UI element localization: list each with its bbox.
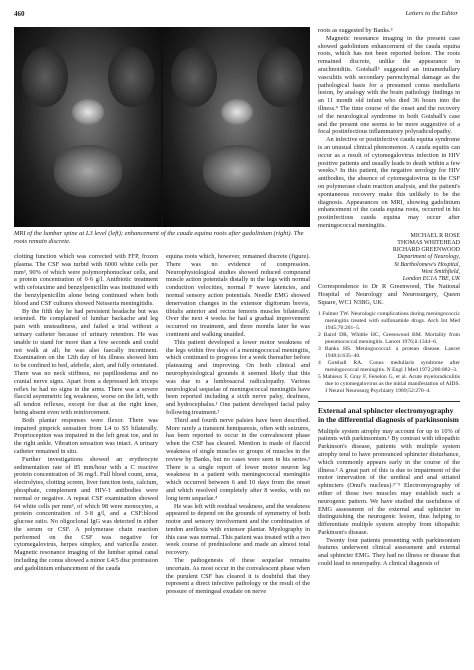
paragraph: This patient developed a lower motor weakness of the legs within five days of a meningococcal meningitis, which continued to progress for a week thereafter before plateauing and improving. On both clinical and neurophysiological grounds it seemed likely that this was due to a lumbosacral radiculopathy. Various neurological sequelae of meningococcal meningitis have been reported including a sixth nerve palsy, deafness, and hydrocephalus.¹ One patient developed facial palsy following treatment.²: [166, 338, 310, 416]
article-title: External anal sphincter electromyography in the differential diagnosis of parkinsonism: [318, 405, 459, 424]
spinal-canal: [72, 99, 104, 125]
paragraph: Magnetic resonance imaging in the present case showed gadolinium enhancement of the cauda equina roots, which has not been reported before. The roots remained discrete, unlike the appearance in arachnoiditis. Gotshall⁵ suggested an intramedullary vasculitis with secondary parenchymal damage as the pathological basis for a presumed conus medullaris lesion, by analogy with the brain pathology findings in an 11 month old infant who died 36 hours into the illness.⁴ The time course of the onset and the recovery of the neurological syndrome in both Gotshall's case and the present one seems to be more suggestive of a focal postinfectious inflammatory polyradiculopathy.: [318, 34, 460, 136]
paragraph: Multiple system atrophy may account for up to 10% of patients with parkinsonism.¹ By contrast with idiopathic Parkinson's disease, patients with multiple system atrophy tend to have pronounced sphincter disturbance, which commonly appears early in the course of the illness.² A great part of this is due to impairment of the motor innervation of the urethral and anal striated sphincters (Onuf's nucleus).³⁻⁵ Electromyography of either of those two muscles may establish such a neurogenic pattern. We have studied the usefulness of EMG assessment of the external anal sphincter in distinguishing the neurogenic lesion, thus helping to differentiate multiple system atrophy from idiopathic Parkinson's disease.: [318, 427, 460, 536]
affiliation-line: Department of Neurology,: [397, 254, 460, 261]
affiliation-line: West Smithfield,: [421, 268, 460, 275]
paragraph: Both plantar responses were flexor. There was impaired pinprick sensation from L4 to S5 bilaterally. Proprioception was impaired in the left great toe, and in the right ankle. Vibration sensation was intact. A urinary catheter remained in situ.: [14, 416, 158, 455]
affiliation-line: St Bartholomew's Hospital,: [394, 261, 460, 268]
column-right: [318, 27, 460, 568]
author-name: RICHARD GREENWOOD: [392, 247, 460, 254]
paragraph: By the fifth day he had persistent headache but was oriented. He complained of lumbar backache and leg pain with unsteadiness, and failed a trial without a urinary catheter because of urinary retention. He was unable to stand for more than a few seconds and could not walk at all; he was also faecally incontinent. Examination on the 12th day of his illness showed him to be confined to bed, afebrile, alert, and fully orientated. There was no neck stiffness, no papilloedema and no cranial nerve signs. Apart from a depressed left triceps reflex he had no signs in the arms. There was a severe flaccid asymmetric leg weakness, worse on the left, with all tendon reflexes, except for that at the right knee, being absent even with reinforcement.: [14, 307, 158, 416]
reference-item: 4 Gotshall RA. Conus medullaris syndrome after meningococcal meningitis. N Engl J Med 1972;286:882–3.: [318, 359, 460, 373]
paraspinal-muscle-right: [257, 47, 303, 107]
affiliation-line: London EC1A 7BE, UK: [402, 275, 460, 282]
reference-item: 2 Baird DR, Whittle HC, Greenwood BM. Mortality from pneumococcal meningitis. Lancet 1976;ii:1344–6.: [318, 331, 460, 345]
paraspinal-muscle-right: [108, 47, 154, 107]
paragraph: An infective or postinfective cauda equina syndrome is an unusual clinical phenomenon. A cauda equitis can occur as a result of cytomegalovirus infection in HIV positive patients and usually leads to death within a few weeks.⁵ In this patient, the negative serology for HIV antibodies, the absence of cytomegalovirus in the CSF on polymerase chain reaction analysis, and the patient's spontaneous recovery make this unlikely to be the diagnosis. Appearances on MRI, showing gadolinium enhancement of the cauda equina roots, occurred in his postinfectious cauda equina may occur after meningococcal meningitis.: [318, 136, 460, 229]
vertebral-body: [203, 145, 271, 197]
paragraph: Twenty four patients presenting with parkinsonism features underwent clinical assessment and external anal sphincter EMG. They had no illness or disease that could lead to neuropathy. A clinical diagnosis of: [318, 536, 460, 568]
reference-list: [318, 311, 460, 395]
paragraph: He was left with residual weakness, and the weakness appeared to depend on the grounds of symmetry of both motor and sensory involvement and the combination of tendon areflexia with extensor plantar. Myelography in this case was normal. This patient was treated with a two week course of prednisolone and made an almost total recovery.: [166, 502, 310, 557]
section-divider: [318, 401, 460, 402]
mri-figure: [14, 27, 310, 227]
column-left: [14, 253, 158, 573]
paragraph: The pathogenesis of these sequelae remains uncertain. As most occur in the convalescent phase when the purulent CSF has cleared it is doubtful that they represent a direct infective pathology or the result of the pressure of meningeal exudate on nerve: [166, 557, 310, 596]
correspondence-note: Correspondence to Dr R Greenwood, The National Hospital of Neurology and Neurosurgery, Queen Square, WC1 N3BG, UK.: [318, 283, 460, 306]
paragraph: roots as suggested by Banks.³: [318, 27, 393, 34]
author-name: THOMAS WHITEHEAD: [397, 239, 460, 246]
paragraph: clotting function which was corrected with FFP, frozen plasma. The CSF was turbid with 6000 white cells per mm³, 90% of which were polymorphonuclear cells, and a protein concentration of 0·6 g/l. Antibiotic treatment with cefotaxime and benzylpenicillin was instituted with the benzylpenicillin alone being continued when both blood and CSF cultures showed Neisseria meningitidis.: [14, 253, 158, 307]
paragraph: Further investigations showed an erythrocyte sedimentation rate of 85 mm/hour with a C reactive protein concentration of 36 mg/l. Full blood count, urea, electrolytes, clotting screen, liver function tests, calcium, phosphate, complement and HIV-1 antibodies were normal or negative. A repeat CSF examination showed 64 white cells per mm³, of which 98 were monocytes, a protein concentration of 3·8 g/l, and a CSF:blood glucose ratio. No oligoclonal IgG was detected in either the serum or CSF. A polymerase chain reaction performed on the CSF was negative for cytomegalovirus, herpes simplex, and varicella zoster. Magnetic resonance imaging of the lumbar spinal canal including the conus showed a minor L4/5 disc protrusion and gadolinium enhancement of the cauda: [14, 455, 158, 572]
page-number: 460: [14, 10, 25, 18]
mri-scan-right: [163, 27, 310, 227]
spinal-canal-enhanced: [221, 99, 253, 125]
reference-item: 3 Banks HS. Meningococcal: a protean disease. Lancet 1948;ii:635–40.: [318, 345, 460, 359]
reference-item: 1 Fulmer TW. Neurologic complications during meningococcic meningitis treated with sulfonamide drugs. Arch Int Med 1945;76:201–5.: [318, 310, 460, 331]
paragraph: equina roots which, however, remained discrete (figure). There was no evidence of compression. Neurophysiological studies showed reduced compound muscle action potentials distally in the legs with normal conduction velocities, normal F wave latencies, and normal sensory action potentials. Needle EMG showed denervation changes in the extensor digitorum brevis, tibialis anterior and rectus femoris muscles bilaterally. Over the next 4 weeks he had a gradual improvement occurred on treatment, and three months later he was continent and walking unaided.: [166, 253, 310, 338]
vertebral-body: [54, 145, 122, 197]
paraspinal-muscle-left: [171, 47, 217, 107]
reference-item: 5 Mahieux F, Gray F, Fenelon G, et al. Acute myeloradiculitis due to cytomegalovirus as the initial manifestation of AIDS. J Neurol Neurosurg Psychiatry 1989;52:270–4.: [318, 373, 460, 394]
paraspinal-muscle-left: [22, 47, 68, 107]
author-signature: [318, 233, 460, 283]
author-name: MICHAEL R ROSE: [410, 232, 460, 239]
mri-scan-left: [14, 27, 161, 227]
column-middle: [166, 253, 310, 596]
running-head: Letters to the Editor: [405, 10, 458, 17]
paragraph: Third and fourth nerve palsies have been described. More rarely a transient hemiparesis, often with seizures, has been reported to occur in the convalescent phase when the CSF has cleared. Mention is made of flaccid weakness of single muscles or groups of muscles in the review by Banks, but no cases were seen in his series.³ There is a single report of lower motor neuron leg weakness in a patient with meningococcal meningitis which occurred between 6 and 10 days from the onset and which resolved completely after 8 weeks, with no long term sequelae.⁴: [166, 416, 310, 502]
figure-caption: MRI of the lumbar spine at L3 level (left); enhancement of the cauda equina roots after gadolinium (right). The roots remain discrete.: [14, 230, 304, 245]
